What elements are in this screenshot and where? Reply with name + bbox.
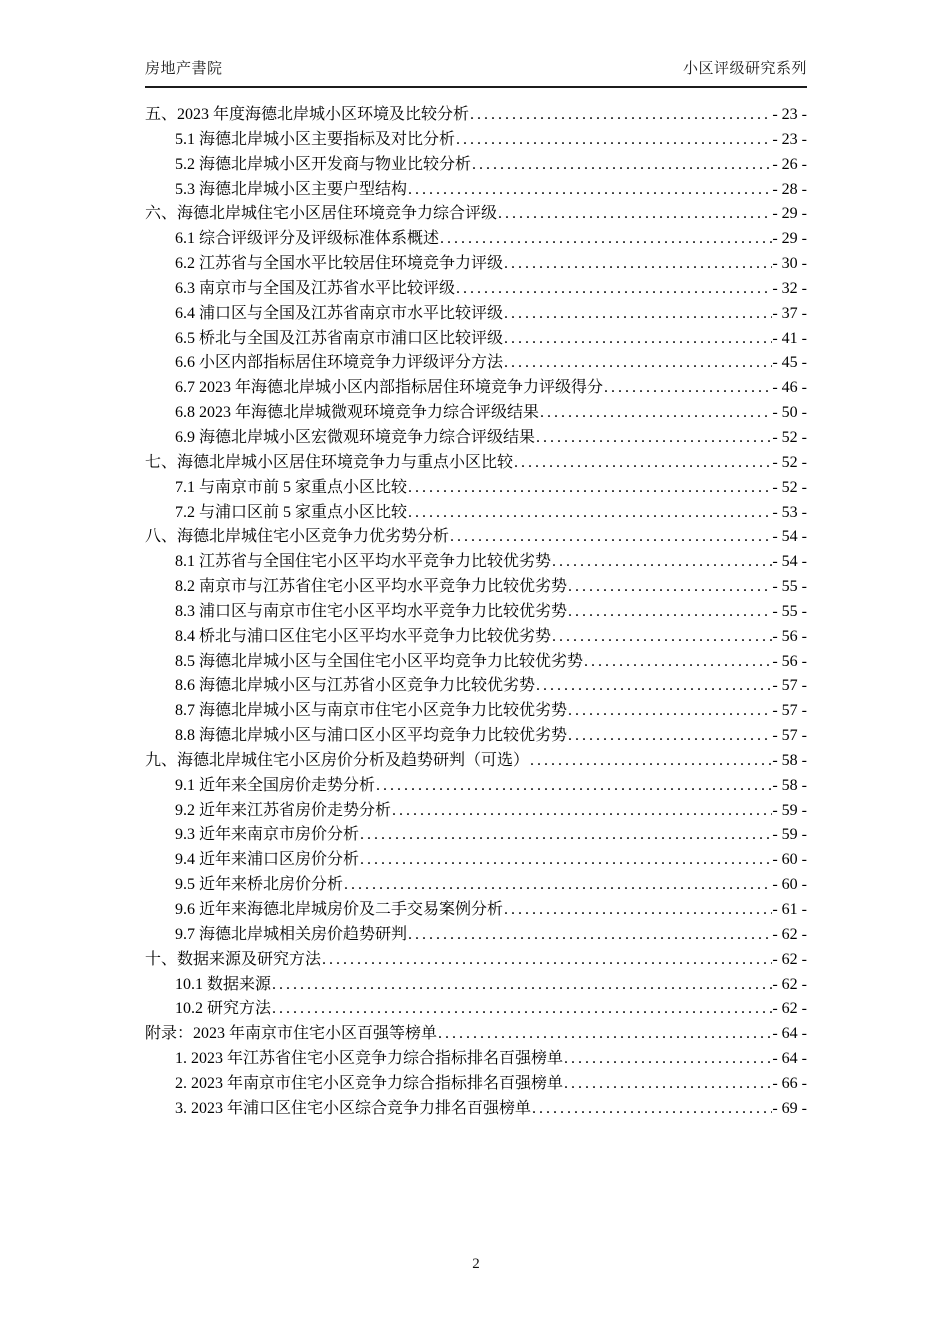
toc-entry — [145, 351, 807, 376]
toc-entry — [145, 401, 807, 426]
toc-entry-title: 3. 2023 年浦口区住宅小区综合竞争力排名百强榜单 — [175, 1099, 532, 1117]
toc-entry-title: 6.4 浦口区与全国及江苏省南京市水平比较评级 — [175, 304, 504, 322]
toc-entry — [145, 153, 807, 178]
toc-entry-title: 8.2 南京市与江苏省住宅小区平均水平竞争力比较优劣势 — [175, 578, 568, 596]
toc-dot-leader — [567, 724, 772, 749]
header-right-title: 小区评级研究系列 — [682, 60, 807, 77]
toc-entry-page: - 57 - — [772, 677, 807, 695]
toc-entry — [145, 1047, 807, 1072]
toc-entry — [145, 923, 807, 948]
toc-entry-page: - 26 - — [772, 155, 807, 173]
toc-entry — [145, 650, 807, 675]
toc-entry-title: 9.7 海德北岸城相关房价趋势研判 — [175, 925, 408, 943]
toc-entry — [145, 451, 807, 476]
toc-entry-title: 8.7 海德北岸城小区与南京市住宅小区竞争力比较优劣势 — [175, 702, 568, 720]
toc-dot-leader — [503, 252, 772, 277]
toc-entry-title: 6.9 海德北岸城小区宏微观环境竞争力综合评级结果 — [175, 428, 536, 446]
toc-entry — [145, 302, 807, 327]
header-left-title: 房地产書院 — [145, 60, 223, 77]
toc-dot-leader — [603, 376, 772, 401]
toc-entry — [145, 128, 807, 153]
toc-entry — [145, 227, 807, 252]
toc-dot-leader — [271, 997, 772, 1022]
toc-entry-title: 五、2023 年度海德北岸城小区环境及比较分析 — [145, 106, 470, 123]
toc-entry — [145, 476, 807, 501]
toc-entry — [145, 997, 807, 1022]
toc-dot-leader — [471, 153, 772, 178]
toc-dot-leader — [449, 525, 772, 550]
toc-entry-title: 9.2 近年来江苏省房价走势分析 — [175, 801, 392, 819]
toc-dot-leader — [583, 650, 772, 675]
toc-entry — [145, 327, 807, 352]
toc-dot-leader — [563, 1047, 772, 1072]
toc-entry-page: - 30 - — [772, 255, 807, 273]
toc-entry — [145, 426, 807, 451]
toc-entry-page: - 62 - — [772, 950, 807, 968]
toc-entry-page: - 52 - — [772, 428, 807, 446]
toc-entry-title: 5.3 海德北岸城小区主要户型结构 — [175, 180, 408, 198]
toc-entry-title: 八、海德北岸城住宅小区竞争力优劣势分析 — [145, 528, 450, 546]
toc-dot-leader — [407, 501, 772, 526]
toc-entry — [145, 103, 807, 128]
toc-dot-leader — [503, 898, 772, 923]
toc-dot-leader — [503, 327, 772, 352]
toc-entry-page: - 69 - — [772, 1099, 807, 1117]
toc-dot-leader — [531, 1097, 772, 1122]
toc-entry — [145, 277, 807, 302]
toc-entry-page: - 64 - — [772, 1025, 807, 1043]
toc-entry-page: - 53 - — [772, 503, 807, 521]
toc-dot-leader — [439, 227, 772, 252]
toc-dot-leader — [551, 625, 772, 650]
toc-entry-title: 7.1 与南京市前 5 家重点小区比较 — [175, 478, 408, 496]
toc-dot-leader — [567, 600, 772, 625]
toc-entry-title: 10.2 研究方法 — [175, 1000, 272, 1018]
toc-entry — [145, 575, 807, 600]
toc-entry-page: - 59 - — [772, 801, 807, 819]
toc-dot-leader — [455, 277, 772, 302]
toc-entry-title: 8.5 海德北岸城小区与全国住宅小区平均竞争力比较优劣势 — [175, 652, 584, 670]
toc-entry — [145, 1022, 807, 1047]
toc-entry — [145, 252, 807, 277]
toc-dot-leader — [529, 749, 772, 774]
toc-entry-title: 9.3 近年来南京市房价分析 — [175, 826, 360, 844]
toc-dot-leader — [503, 351, 772, 376]
toc-entry-page: - 29 - — [772, 205, 807, 223]
toc-entry-title: 九、海德北岸城住宅小区房价分析及趋势研判（可选） — [145, 751, 530, 769]
toc-dot-leader — [513, 451, 772, 476]
toc-entry — [145, 1072, 807, 1097]
toc-entry — [145, 823, 807, 848]
toc-entry-page: - 66 - — [772, 1074, 807, 1092]
toc-entry-page: - 57 - — [772, 702, 807, 720]
toc-dot-leader — [563, 1072, 772, 1097]
toc-entry — [145, 674, 807, 699]
toc-dot-leader — [535, 426, 772, 451]
toc-entry-title: 2. 2023 年南京市住宅小区竞争力综合指标排名百强榜单 — [175, 1074, 564, 1092]
toc-entry-page: - 37 - — [772, 304, 807, 322]
toc-entry — [145, 699, 807, 724]
toc-entry-page: - 28 - — [772, 180, 807, 198]
toc-entry — [145, 799, 807, 824]
toc-entry-page: - 54 - — [772, 528, 807, 546]
toc-entry-page: - 52 - — [772, 453, 807, 471]
toc-entry-page: - 60 - — [772, 851, 807, 869]
toc-entry-title: 8.1 江苏省与全国住宅小区平均水平竞争力比较优劣势 — [175, 553, 552, 571]
toc-dot-leader — [503, 302, 772, 327]
toc-dot-leader — [567, 699, 772, 724]
toc-entry — [145, 525, 807, 550]
toc-entry-title: 9.5 近年来桥北房价分析 — [175, 876, 344, 894]
toc-entry-page: - 54 - — [772, 553, 807, 571]
toc-dot-leader — [407, 476, 772, 501]
toc-entry-page: - 29 - — [772, 230, 807, 248]
toc-entry-page: - 61 - — [772, 901, 807, 918]
toc-entry-page: - 56 - — [772, 652, 807, 670]
toc-entry-page: - 23 - — [772, 106, 807, 123]
toc-entry — [145, 600, 807, 625]
toc-dot-leader — [391, 799, 772, 824]
toc-dot-leader — [437, 1022, 772, 1047]
toc-entry — [145, 625, 807, 650]
toc-entry — [145, 376, 807, 401]
toc-entry-page: - 58 - — [772, 776, 807, 794]
toc-entry-title: 6.3 南京市与全国及江苏省水平比较评级 — [175, 279, 456, 297]
toc-dot-leader — [407, 923, 772, 948]
toc-entry-title: 7.2 与浦口区前 5 家重点小区比较 — [175, 503, 408, 521]
toc-entry — [145, 202, 807, 227]
toc-entry — [145, 501, 807, 526]
toc-dot-leader — [343, 873, 772, 898]
toc-entry — [145, 848, 807, 873]
toc-entry-title: 10.1 数据来源 — [175, 975, 272, 993]
toc-dot-leader — [535, 674, 772, 699]
toc-entry-page: - 64 - — [772, 1050, 807, 1068]
toc-entry-page: - 46 - — [772, 379, 807, 397]
toc-dot-leader — [539, 401, 772, 426]
toc-entry-title: 5.2 海德北岸城小区开发商与物业比较分析 — [175, 155, 472, 173]
toc-entry-title: 6.1 综合评级评分及评级标准体系概述 — [175, 230, 440, 248]
toc-entry-page: - 50 - — [772, 404, 807, 422]
toc-entry-title: 6.6 小区内部指标居住环境竞争力评级评分方法 — [175, 354, 504, 372]
toc-dot-leader — [359, 823, 772, 848]
toc-list — [145, 103, 807, 1122]
toc-entry-page: - 52 - — [772, 478, 807, 496]
toc-entry — [145, 973, 807, 998]
toc-entry — [145, 1097, 807, 1122]
page-header — [145, 57, 807, 78]
toc-entry — [145, 873, 807, 898]
toc-entry-page: - 60 - — [772, 876, 807, 894]
toc-entry — [145, 178, 807, 203]
toc-entry-title: 6.8 2023 年海德北岸城微观环境竞争力综合评级结果 — [175, 404, 540, 422]
toc-dot-leader — [469, 103, 772, 128]
toc-entry-page: - 59 - — [772, 826, 807, 844]
toc-entry — [145, 948, 807, 973]
toc-entry-title: 6.7 2023 年海德北岸城小区内部指标居住环境竞争力评级得分 — [175, 379, 604, 397]
toc-entry-title: 9.4 近年来浦口区房价分析 — [175, 851, 360, 869]
toc-entry-title: 8.6 海德北岸城小区与江苏省小区竞争力比较优劣势 — [175, 677, 536, 695]
page-number: 2 — [472, 1256, 480, 1272]
toc-entry-title: 9.6 近年来海德北岸城房价及二手交易案例分析 — [175, 901, 504, 918]
toc-dot-leader — [407, 178, 772, 203]
toc-entry-title: 8.3 浦口区与南京市住宅小区平均水平竞争力比较优劣势 — [175, 602, 568, 620]
toc-entry-page: - 62 - — [772, 925, 807, 943]
toc-entry-page: - 62 - — [772, 975, 807, 993]
toc-entry-title: 6.2 江苏省与全国水平比较居住环境竞争力评级 — [175, 255, 504, 273]
toc-entry-title: 9.1 近年来全国房价走势分析 — [175, 776, 376, 794]
toc-dot-leader — [455, 128, 772, 153]
toc-entry-title: 1. 2023 年江苏省住宅小区竞争力综合指标排名百强榜单 — [175, 1050, 564, 1068]
toc-dot-leader — [567, 575, 772, 600]
toc-entry-page: - 41 - — [772, 329, 807, 347]
toc-entry-page: - 23 - — [772, 130, 807, 148]
header-divider — [145, 86, 807, 88]
toc-entry-page: - 62 - — [772, 1000, 807, 1018]
page-footer — [145, 1256, 807, 1273]
toc-entry — [145, 749, 807, 774]
toc-entry — [145, 550, 807, 575]
toc-entry-title: 六、海德北岸城住宅小区居住环境竞争力综合评级 — [145, 205, 498, 223]
toc-entry-page: - 56 - — [772, 627, 807, 645]
toc-entry — [145, 898, 807, 923]
toc-entry-page: - 55 - — [772, 602, 807, 620]
toc-dot-leader — [359, 848, 772, 873]
toc-entry-title: 6.5 桥北与全国及江苏省南京市浦口区比较评级 — [175, 329, 504, 347]
toc-entry-title: 8.8 海德北岸城小区与浦口区小区平均竞争力比较优劣势 — [175, 727, 568, 745]
toc-dot-leader — [271, 973, 772, 998]
toc-dot-leader — [497, 202, 772, 227]
toc-dot-leader — [551, 550, 772, 575]
toc-entry — [145, 774, 807, 799]
toc-entry-title: 8.4 桥北与浦口区住宅小区平均水平竞争力比较优劣势 — [175, 627, 552, 645]
toc-entry-title: 七、海德北岸城小区居住环境竞争力与重点小区比较 — [145, 453, 514, 471]
toc-dot-leader — [321, 948, 772, 973]
toc-entry — [145, 724, 807, 749]
toc-entry-page: - 58 - — [772, 751, 807, 769]
toc-entry-page: - 45 - — [772, 354, 807, 372]
toc-entry-title: 5.1 海德北岸城小区主要指标及对比分析 — [175, 130, 456, 148]
toc-dot-leader — [375, 774, 772, 799]
toc-entry-title: 附录：2023 年南京市住宅小区百强等榜单 — [145, 1025, 438, 1043]
toc-entry-page: - 32 - — [772, 279, 807, 297]
toc-entry-title: 十、数据来源及研究方法 — [145, 950, 322, 968]
toc-entry-page: - 57 - — [772, 727, 807, 745]
toc-entry-page: - 55 - — [772, 578, 807, 596]
